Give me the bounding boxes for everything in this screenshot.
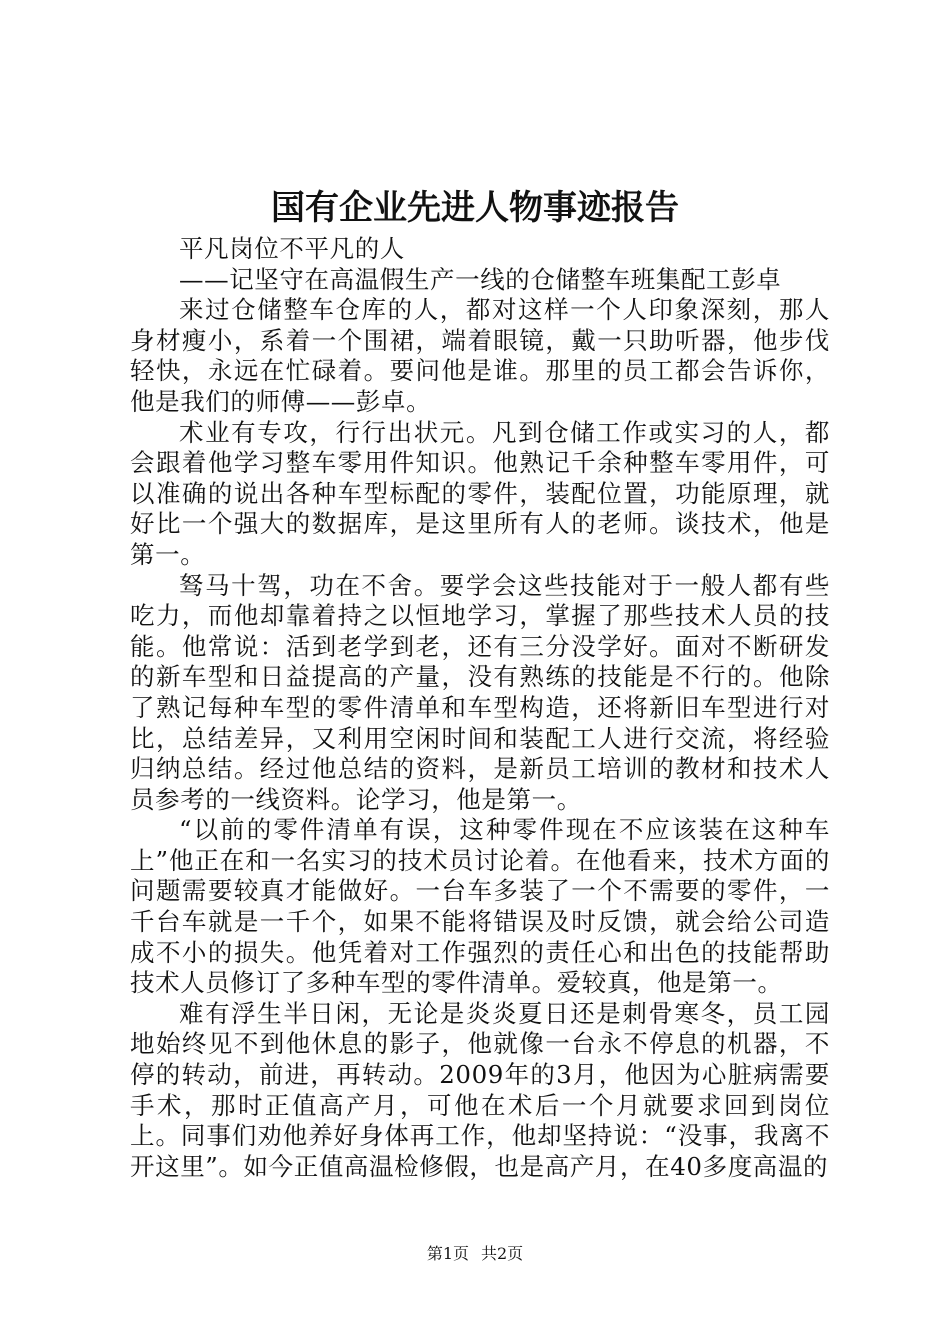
page-number: 第1页 [426, 1244, 469, 1263]
paragraph-1: 来过仓储整车仓库的人，都对这样一个人印象深刻，那人身材瘦小，系着一个围裙，端着眼镜，戴一只助听器，他步伐轻快，永远在忙碌着。要问他是谁。那里的员工都会告诉你，他是我们的师傅——彭卓。 [130, 295, 830, 416]
paragraph-2: 术业有专攻，行行出状元。凡到仓储工作或实习的人，都会跟着他学习整车零用件知识。他熟记千余种整车零用件，可以准确的说出各种车型标配的零件，装配位置，功能原理，就好比一个强大的数据库，是这里所有人的老师。谈技术，他是第一。 [130, 417, 830, 569]
document-subheading: ——记坚守在高温假生产一线的仓储整车班集配工彭卓 [179, 264, 782, 294]
page-total: 共2页 [481, 1244, 524, 1263]
document-subtitle: 平凡岗位不平凡的人 [179, 234, 405, 263]
paragraph-4: “以前的零件清单有误，这种零件现在不应该装在这种车上”他正在和一名实习的技术员讨论着。在他看来，技术方面的问题需要较真才能做好。一台车多装了一个不需要的零件，一千台车就是一千个，如果不能将错误及时反馈，就会给公司造成不小的损失。他凭着对工作强烈的责任心和出色的技能帮助技术人员修订了多种车型的零件清单。爱较真，他是第一。 [130, 815, 830, 998]
page-footer [0, 1242, 950, 1266]
paragraph-5: 难有浮生半日闲，无论是炎炎夏日还是刺骨寒冬，员工园地始终见不到他休息的影子，他就像一台永不停息的机器，不停的转动，前进，再转动。2009年的3月，他因为心脏病需要手术，那时正值高产月，可他在术后一个月就要求回到岗位上。同事们劝他养好身体再工作，他却坚持说：“没事，我离不开这里”。如今正值高温检修假，也是高产月，在40多度高温的 [130, 998, 830, 1181]
paragraph-3: 驽马十驾，功在不舍。要学会这些技能对于一般人都有些吃力，而他却靠着持之以恒地学习，掌握了那些技术人员的技能。他常说：活到老学到老，还有三分没学好。面对不断研发的新车型和日益提高的产量，没有熟练的技能是不行的。他除了熟记每种车型的零件清单和车型构造，还将新旧车型进行对比，总结差异，又利用空闲时间和装配工人进行交流，将经验归纳总结。经过他总结的资料，是新员工培训的教材和技术人员参考的一线资料。论学习，他是第一。 [130, 570, 830, 814]
document-body [130, 234, 830, 1182]
document-title: 国有企业先进人物事迹报告 [271, 188, 679, 228]
